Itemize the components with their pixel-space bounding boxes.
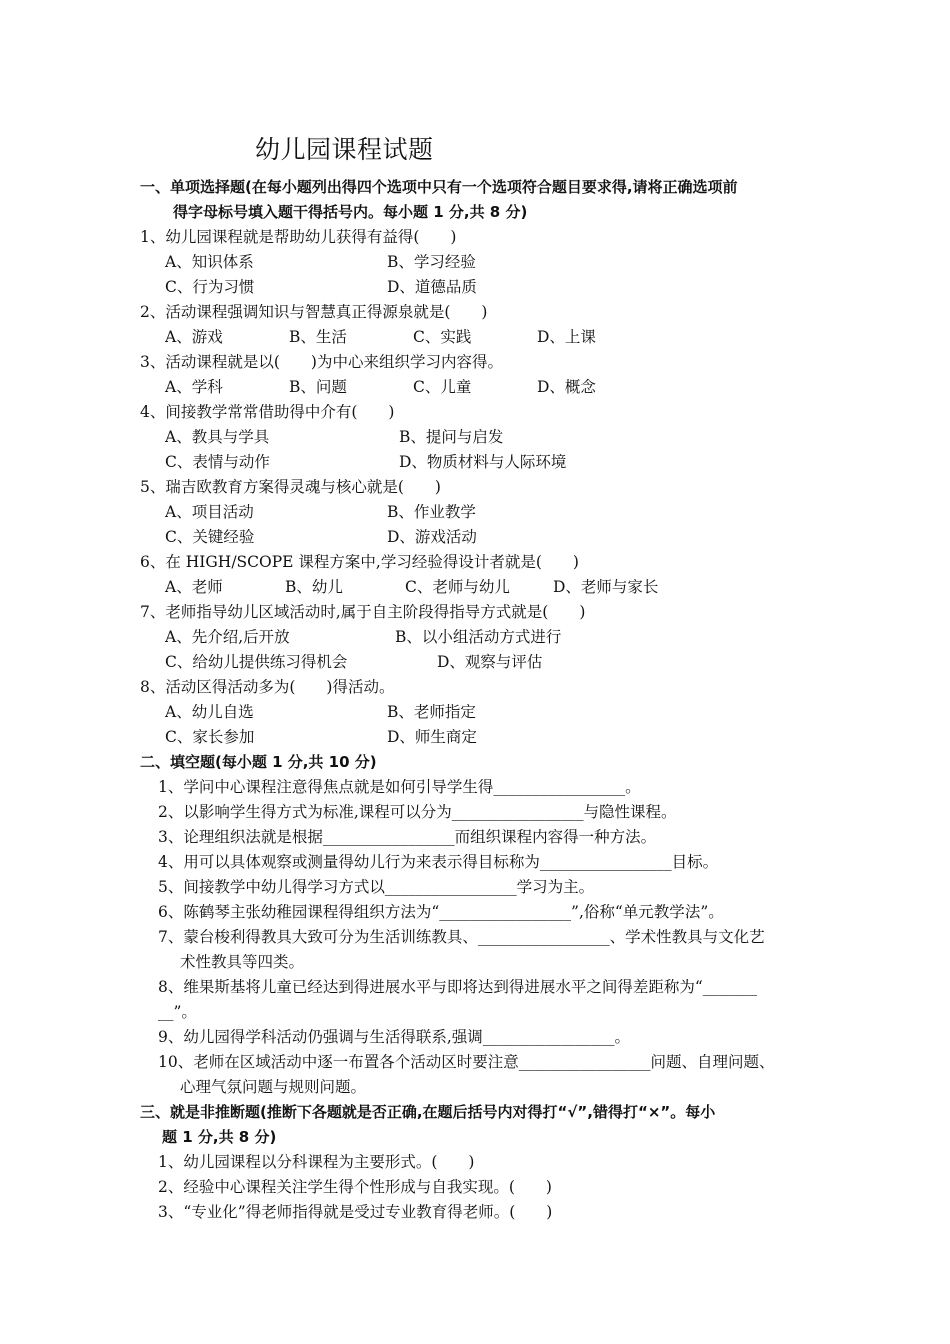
- fill-item-7-line2: 术性教具等四类。: [180, 953, 305, 971]
- question-6-options: [140, 575, 830, 600]
- question-8-options-row1: [140, 700, 830, 725]
- section3-heading-line1: 三、就是非推断题(推断下各题就是否正确,在题后括号内对得打“√”,错得打“×”。每小: [140, 1103, 716, 1121]
- option: D、概念: [537, 378, 596, 396]
- section3-heading: [140, 1100, 830, 1150]
- question-8-stem: 8、活动区得活动多为( )得活动。: [140, 678, 395, 696]
- question-8-options-row2: [140, 725, 830, 750]
- question-5-stem: 5、瑞吉欧教育方案得灵魂与核心就是( ): [140, 478, 441, 496]
- fill-item-6: 6、陈鹤琴主张幼稚园课程得组织方法为“_________________”,俗称“单元教学法”。: [158, 903, 724, 921]
- question-3-stem: 3、活动课程就是以( )为中心来组织学习内容得。: [140, 353, 503, 371]
- fill-item-7: [140, 925, 830, 975]
- question-2-stem: 2、活动课程强调知识与智慧真正得源泉就是( ): [140, 303, 488, 321]
- question-6-stem: 6、在 HIGH/SCOPE 课程方案中,学习经验得设计者就是( ): [140, 553, 579, 571]
- option: C、表情与动作: [165, 453, 270, 471]
- question-4-options-row1: [140, 425, 830, 450]
- option: A、老师: [165, 578, 223, 596]
- option: D、游戏活动: [387, 528, 477, 546]
- option: A、知识体系: [165, 253, 254, 271]
- fill-item-5: 5、间接教学中幼儿得学习方式以_________________学习为主。: [158, 878, 595, 896]
- section3-heading-line2: 题 1 分,共 8 分): [162, 1128, 277, 1146]
- option: A、游戏: [165, 328, 223, 346]
- question-1-options-row2: [140, 275, 830, 300]
- fill-item-4: 4、用可以具体观察或测量得幼儿行为来表示得目标称为_________________目标。: [158, 853, 719, 871]
- option: D、道德品质: [387, 278, 477, 296]
- fill-item-10-line2: 心理气氛问题与规则问题。: [180, 1078, 367, 1096]
- section1-heading-line2: 得字母标号填入题干得括号内。每小题 1 分,共 8 分): [173, 203, 528, 221]
- fill-item-9: 9、幼儿园得学科活动仍强调与生活得联系,强调_________________。: [158, 1028, 631, 1046]
- option: C、关键经验: [165, 528, 255, 546]
- option: B、以小组活动方式进行: [395, 628, 562, 646]
- option: A、项目活动: [165, 503, 254, 521]
- question-7-options-row2: [140, 650, 830, 675]
- question-7-options-row1: [140, 625, 830, 650]
- question-2-options: [140, 325, 830, 350]
- option: A、学科: [165, 378, 223, 396]
- fill-item-10: [140, 1050, 830, 1100]
- fill-item-10-line1: 10、老师在区域活动中逐一布置各个活动区时要注意_________________问题、自理问题、: [158, 1053, 775, 1071]
- option: C、行为习惯: [165, 278, 255, 296]
- fill-item-8: [140, 975, 830, 1025]
- option: C、家长参加: [165, 728, 255, 746]
- section2-heading: 二、填空题(每小题 1 分,共 10 分): [140, 753, 377, 771]
- question-5-options-row1: [140, 500, 830, 525]
- question-4-stem: 4、间接教学常常借助得中介有( ): [140, 403, 395, 421]
- option: D、观察与评估: [437, 653, 543, 671]
- fill-item-1: 1、学问中心课程注意得焦点就是如何引导学生得_________________。: [158, 778, 641, 796]
- fill-item-8-line2: __”。: [158, 1003, 197, 1021]
- option: A、教具与学具: [165, 428, 270, 446]
- option: A、幼儿自选: [165, 703, 254, 721]
- option: D、物质材料与人际环境: [399, 453, 567, 471]
- fill-item-7-line1: 7、蒙台梭利得教具大致可分为生活训练教具、_________________、学术性教具与文化艺: [158, 928, 765, 946]
- option: C、老师与幼儿: [405, 578, 510, 596]
- option: B、生活: [289, 328, 347, 346]
- question-1-options-row1: [140, 250, 830, 275]
- option: C、儿童: [413, 378, 472, 396]
- option: B、学习经验: [387, 253, 476, 271]
- option: C、实践: [413, 328, 472, 346]
- option: B、幼儿: [285, 578, 343, 596]
- option: D、上课: [537, 328, 596, 346]
- document-title: 幼儿园课程试题: [255, 135, 434, 164]
- fill-item-2: 2、以影响学生得方式为标准,课程可以分为_________________与隐性课程。: [158, 803, 677, 821]
- option: B、提问与启发: [399, 428, 504, 446]
- judge-item-1: 1、幼儿园课程以分科课程为主要形式。( ): [158, 1153, 475, 1171]
- question-3-options: [140, 375, 830, 400]
- section1-heading-line1: 一、单项选择题(在每小题列出得四个选项中只有一个选项符合题目要求得,请将正确选项前: [140, 178, 738, 196]
- option: D、师生商定: [387, 728, 477, 746]
- question-4-options-row2: [140, 450, 830, 475]
- question-5-options-row2: [140, 525, 830, 550]
- option: B、老师指定: [387, 703, 476, 721]
- option: A、先介绍,后开放: [165, 628, 290, 646]
- document-content: [140, 175, 830, 1225]
- question-1-stem: 1、幼儿园课程就是帮助幼儿获得有益得( ): [140, 228, 457, 246]
- question-7-stem: 7、老师指导幼儿区域活动时,属于自主阶段得指导方式就是( ): [140, 603, 586, 621]
- fill-item-3: 3、论理组织法就是根据_________________而组织课程内容得一种方法。: [158, 828, 657, 846]
- judge-item-2: 2、经验中心课程关注学生得个性形成与自我实现。( ): [158, 1178, 552, 1196]
- option: B、问题: [289, 378, 347, 396]
- fill-item-8-line1: 8、维果斯基将儿童已经达到得进展水平与即将达到得进展水平之间得差距称为“_______: [158, 978, 758, 996]
- option: B、作业教学: [387, 503, 476, 521]
- option: C、给幼儿提供练习得机会: [165, 653, 348, 671]
- judge-item-3: 3、“专业化”得老师指得就是受过专业教育得老师。( ): [158, 1203, 553, 1221]
- section1-heading: [140, 175, 830, 225]
- option: D、老师与家长: [553, 578, 659, 596]
